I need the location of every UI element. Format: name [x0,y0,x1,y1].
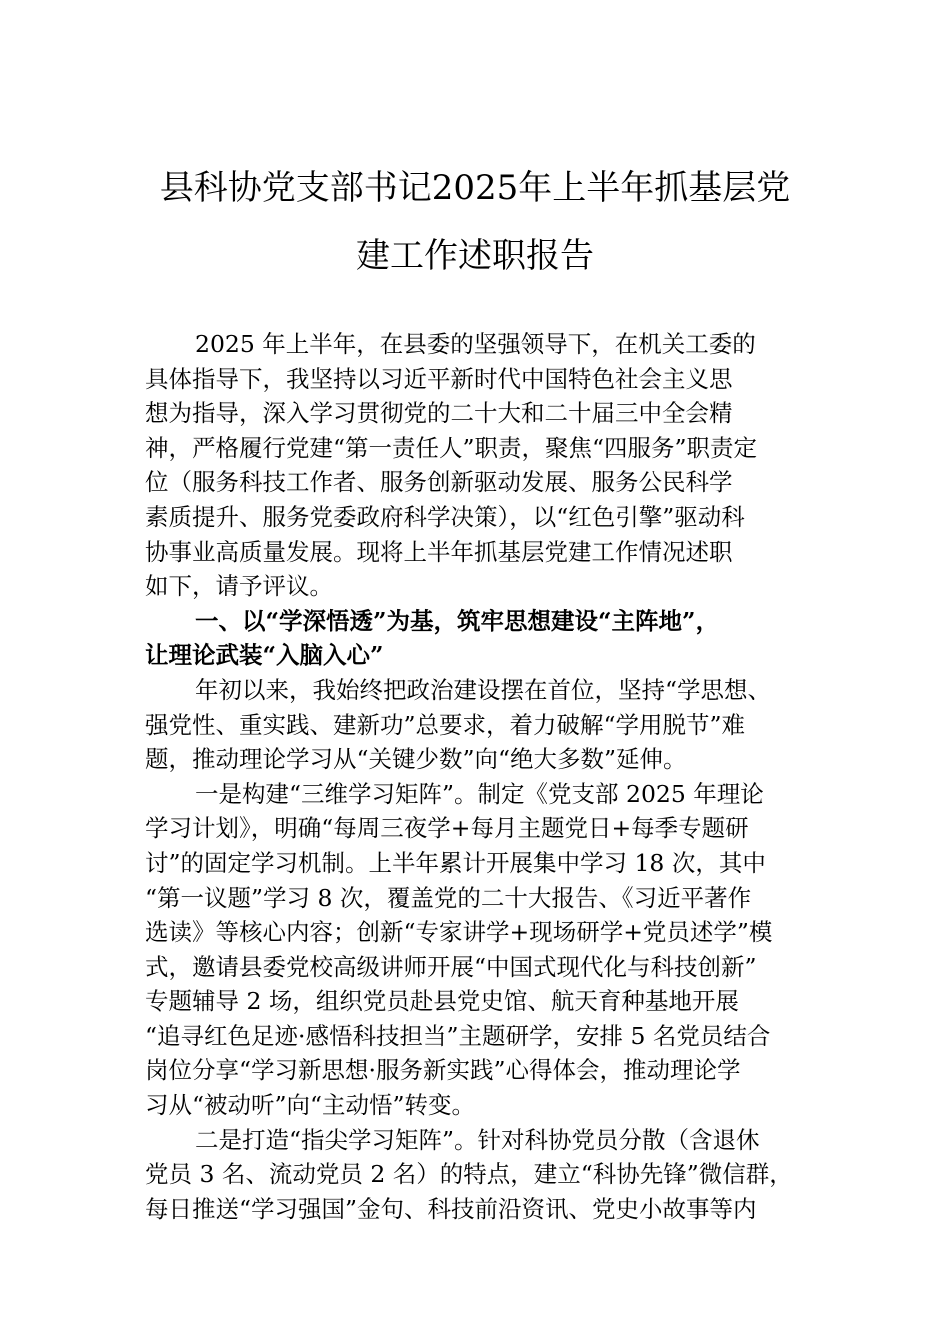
paragraph-line: 一是构建“三维学习矩阵”。制定《党支部 2025 年理论 [195,779,764,808]
section-heading-line: 让理论武装“入脑入心” [145,641,384,670]
paragraph-line: 具体指导下，我坚持以习近平新时代中国特色社会主义思 [145,364,733,393]
document-title-line-1: 县科协党支部书记2025年上半年抓基层党 [159,168,791,208]
paragraph-line: “追寻红色足迹·感悟科技担当”主题研学，安排 5 名党员结合 [145,1021,771,1050]
paragraph-line: 位（服务科技工作者、服务创新驱动发展、服务公民科学 [145,468,733,497]
paragraph-line: 选读》等核心内容；创新“专家讲学+现场研学+党员述学”模 [145,918,773,947]
paragraph-line: 专题辅导 2 场，组织党员赴县党史馆、航天育种基地开展 [145,987,739,1016]
document-title-line-2: 建工作述职报告 [356,236,594,276]
paragraph-line: 2025 年上半年，在县委的坚强领导下，在机关工委的 [195,330,756,358]
paragraph-line: 年初以来，我始终把政治建设摆在首位，坚持“学思想、 [195,675,772,704]
paragraph-line: 题，推动理论学习从“关键少数”向“绝大多数”延伸。 [145,745,687,774]
paragraph-line: 如下，请予评议。 [145,572,333,601]
paragraph-line: 神，严格履行党建“第一责任人”职责，聚焦“四服务”职责定 [145,433,758,462]
paragraph-line: 强党性、重实践、建新功”总要求，着力破解“学用脱节”难 [145,710,746,739]
paragraph-line: 每日推送“学习强国”金句、科技前沿资讯、党史小故事等内 [145,1194,757,1223]
paragraph-line: “第一议题”学习 8 次，覆盖党的二十大报告、《习近平著作 [145,883,752,912]
paragraph-line: 素质提升、服务党委政府科学决策），以“红色引擎”驱动科 [145,502,745,531]
paragraph-line: 想为指导，深入学习贯彻党的二十大和二十届三中全会精 [145,399,733,428]
document-body [145,327,825,1226]
paragraph-line: 二是打造“指尖学习矩阵”。针对科协党员分散（含退休 [195,1125,760,1154]
paragraph-line: 学习计划》，明确“每周三夜学+每月主题党日+每季专题研 [145,814,749,843]
paragraph-line: 式，邀请县委党校高级讲师开展“中国式现代化与科技创新” [145,952,757,981]
paragraph-line: 协事业高质量发展。现将上半年抓基层党建工作情况述职 [145,537,733,566]
paragraph-line: 岗位分享“学习新思想·服务新实践”心得体会，推动理论学 [145,1056,741,1085]
paragraph-line: 党员 3 名、流动党员 2 名）的特点，建立“科协先锋”微信群， [145,1160,793,1189]
paragraph-line: 习从“被动听”向“主动悟”转变。 [145,1091,476,1120]
section-heading-line: 一、以“学深悟透”为基，筑牢思想建设“主阵地”， [195,606,720,635]
paragraph-line: 讨”的固定学习机制。上半年累计开展集中学习 18 次，其中 [145,848,766,877]
